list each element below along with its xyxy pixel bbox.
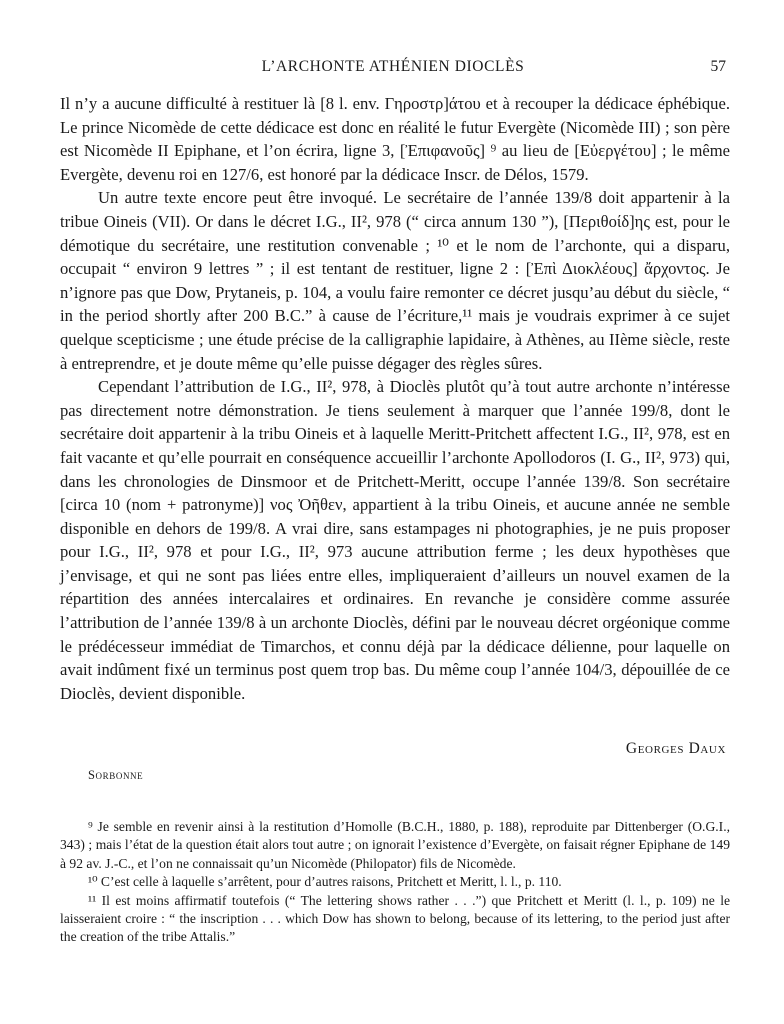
paragraph: Cependant l’attribution de I.G., II², 978, à Dioclès plutôt qu’à tout autre archonte n’intéresse pas directement notre démonstration. Je tiens seulement à marquer que l’année 199/8, dont le secrétaire doit appartenir à la tribu Oineis et à laquelle Meritt-Pritchett affectent I.G., II², 978, est en fait vacante et qu’elle pourrait en conséquence accueillir l’archonte Apollodoros (I. G., II², 973) qui, dans les chronologies de Dinsmoor et de Pritchett-Meritt, occupe l’année 139/8. Son secrétaire [circa 10 (nom + patronyme)] νος Ὀῆθεν, appartient à la tribu Oineis, et aucune année ne semble disponible en dehors de 199/8. A vrai dire, sans estampages ni photographies, je ne puis proposer pour I.G., II², 978 et pour I.G., II², 973 aucune attribution ferme ; les deux hypothèses que j’envisage, et qui ne sont pas liées entre elles, impliqueraient d’ailleurs un nouvel examen de la répartition des années intercalaires et ordinaires. En revanche je considère comme assurée l’attribution de l’année 139/8 à un archonte Dioclès, défini par le nouveau décret orgéonique comme le prédécesseur immédiat de Timarchos, et connu déjà par la dédicace délienne, pour laquelle on avait indûment fixé un terminus post quem trop bas. Du même coup l’année 104/3, dépouillée de ce Dioclès, devient disponible. (60, 377, 730, 703)
paragraph: Un autre texte encore peut être invoqué. Le secrétaire de l’année 139/8 doit appartenir à la tribue Oineis (VII). Or dans le décret I.G., II², 978 (“ circa annum 130 ”), [Περιθοίδ]ης est, pour le démotique du secrétaire, une restitution convenable ; ¹⁰ et le nom de l’archonte, qui a disparu, occupait “ environ 9 lettres ” ; il est tentant de restituer, ligne 2 : [Ἐπὶ Διοκλέους] ἄρχοντος. Je n’ignore pas que Dow, Prytaneis, p. 104, a voulu faire remonter ce décret jusqu’au début du siècle, “ in the period shortly after 200 B.C.” à cause de l’écriture,¹¹ mais je voudrais exprimer à ce sujet quelque scepticisme ; une étude précise de la calligraphie lapidaire, à Athènes, au IIème siècle, reste à entreprendre, et je doute même qu’elle puisse dégager des règles sûres. (60, 188, 730, 373)
footnotes (60, 818, 730, 947)
author-affiliation: Sorbonne (88, 768, 144, 782)
running-title: L’ARCHONTE ATHÉNIEN DIOCLÈS (261, 58, 525, 75)
footnote: ¹¹ Il est moins affirmatif toutefois (“ The lettering shows rather . . .”) que Pritchett et Meritt (l. l., p. 109) ne le laisseraient croire : “ the inscription . . . which Dow has shown to belong, because of its lettering, to the period just after the creation of the tribe Attalis.” (60, 892, 730, 945)
author-signature: Georges Daux (625, 740, 726, 757)
running-head (60, 58, 726, 82)
body-text (60, 92, 730, 705)
paragraph: Il n’y a aucune difficulté à restituer là [8 l. env. Γηροστρ]άτου et à recouper la dédicace éphébique. Le prince Nicomède de cette dédicace est donc en réalité le futur Evergète (Nicomède III) ; son père est Nicomède II Epiphane, et l’on écrira, ligne 3, [Ἐπιφανοῦς] ⁹ au lieu de [Εὐεργέτου] ; le même Evergète, devenu roi en 127/6, est honoré par la dédicace Inscr. de Délos, 1579. (60, 94, 730, 184)
page-number: 57 (710, 58, 726, 75)
footnote: ⁹ Je semble en revenir ainsi à la restitution d’Homolle (B.C.H., 1880, p. 188), reproduite par Dittenberger (O.G.I., 343) ; mais l’état de la question était alors tout autre ; on ignorait l’existence d’Evergète, on faisait régner Epiphane de 149 à 92 av. J.-C., et l’on ne connaissait qu’un Nicomède (Philopator) fils de Nicomède. (60, 819, 730, 871)
footnote: ¹⁰ C’est celle à laquelle s’arrêtent, pour d’autres raisons, Pritchett et Meritt, l. l., p. 110. (88, 874, 562, 890)
